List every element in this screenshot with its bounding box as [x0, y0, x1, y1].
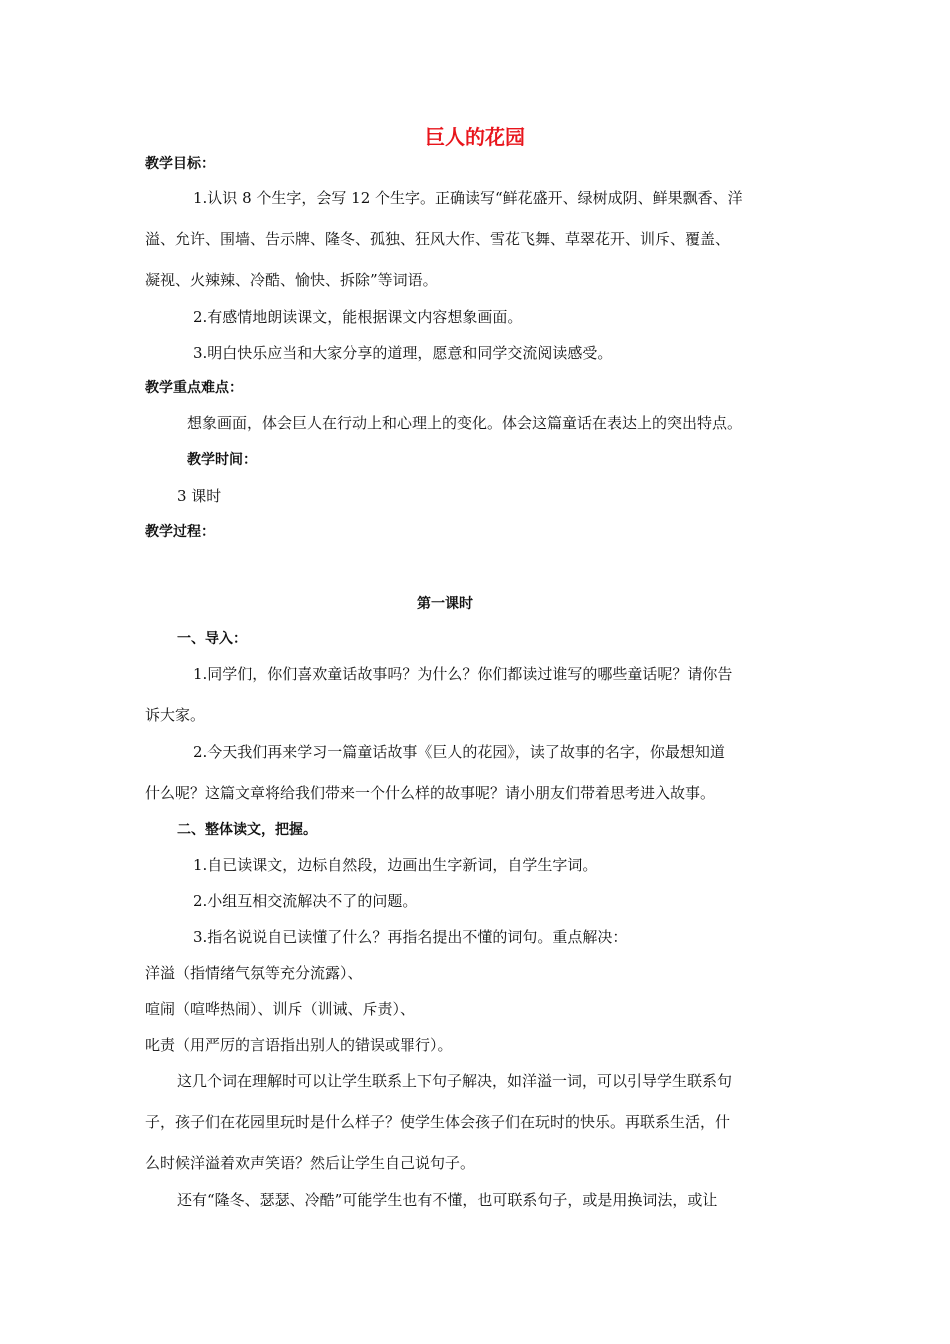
section-1-line-4: 什么呢？这篇文章将给我们带来一个什么样的故事呢？请小朋友们带着思考进入故事。	[145, 784, 716, 802]
time-heading: 教学时间：	[187, 452, 257, 468]
objectives-line-5: 3.明白快乐应当和大家分享的道理，愿意和同学交流阅读感受。	[193, 344, 613, 362]
objectives-line-1: 1.认识 8 个生字，会写 12 个生字。正确读写“鲜花盛开、绿树成阴、鲜果飘香、洋	[193, 189, 743, 207]
objectives-line-4: 2.有感情地朗读课文，能根据课文内容想象画面。	[193, 308, 523, 326]
document-title: 巨人的花园	[425, 125, 525, 149]
paragraph-2-line-1: 还有“隆冬、瑟瑟、冷酷”可能学生也有不懂，也可联系句子，或是用换词法，或让	[177, 1191, 718, 1209]
section-1-line-2: 诉大家。	[145, 706, 206, 724]
vocab-item-2: 喧闹（喧哗热闹）、训斥（训诫、斥责）、	[145, 1000, 416, 1018]
process-heading: 教学过程：	[145, 524, 215, 540]
paragraph-1-line-1: 这几个词在理解时可以让学生联系上下句子解决，如洋溢一词，可以引导学生联系句	[177, 1072, 733, 1090]
objectives-line-2: 溢、允许、围墙、告示牌、隆冬、孤独、狂风大作、雪花飞舞、草翠花开、训斥、覆盖、	[145, 230, 731, 248]
section-1-line-3: 2.今天我们再来学习一篇童话故事《巨人的花园》，读了故事的名字，你最想知道	[193, 743, 725, 761]
paragraph-1-line-2: 子，孩子们在花园里玩时是什么样子？使学生体会孩子们在玩时的快乐。再联系生活，什	[145, 1113, 731, 1131]
vocab-item-1: 洋溢（指情绪气氛等充分流露）、	[145, 964, 363, 982]
vocab-item-3: 叱责（用严厉的言语指出别人的错误或罪行）。	[145, 1036, 453, 1054]
keypoints-heading: 教学重点难点：	[145, 380, 243, 396]
section-2-line-3: 3.指名说说自已读懂了什么？再指名提出不懂的词句。重点解决：	[193, 928, 628, 946]
objectives-heading: 教学目标：	[145, 156, 215, 172]
section-2-line-2: 2.小组互相交流解决不了的问题。	[193, 892, 418, 910]
paragraph-1-line-3: 么时候洋溢着欢声笑语？然后让学生自己说句子。	[145, 1154, 476, 1172]
section-1-heading: 一、导入：	[177, 631, 247, 647]
keypoints-text: 想象画面，体会巨人在行动上和心理上的变化。体会这篇童话在表达上的突出特点。	[187, 414, 743, 432]
section-2-line-1: 1.自已读课文，边标自然段，边画出生字新词，自学生字词。	[193, 856, 598, 874]
objectives-line-3: 凝视、火辣辣、冷酷、愉快、拆除”等词语。	[145, 271, 438, 289]
lesson-1-heading: 第一课时	[417, 596, 473, 612]
section-2-heading: 二、整体读文，把握。	[177, 822, 317, 838]
section-1-line-1: 1.同学们，你们喜欢童话故事吗？为什么？你们都读过谁写的哪些童话呢？请你告	[193, 665, 733, 683]
time-value: 3 课时	[177, 487, 222, 505]
